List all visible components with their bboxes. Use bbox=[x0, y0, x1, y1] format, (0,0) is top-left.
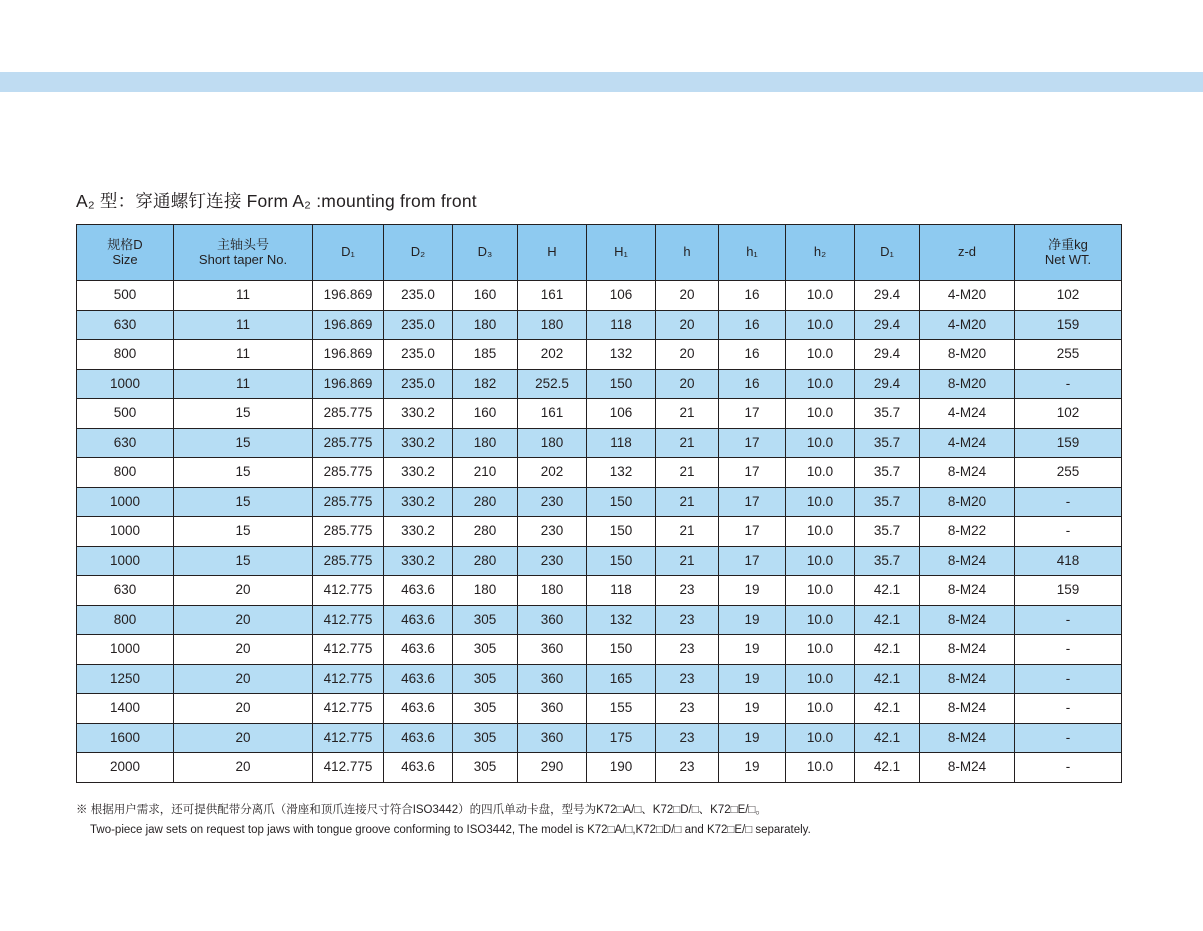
table-cell: 16 bbox=[719, 281, 786, 311]
table-cell: 10.0 bbox=[786, 517, 855, 547]
column-header-d2-line1: D₂ bbox=[410, 244, 426, 260]
table-cell: 29.4 bbox=[855, 281, 920, 311]
table-cell: 360 bbox=[518, 635, 587, 665]
table-row bbox=[77, 281, 1122, 311]
column-header-h-lower bbox=[656, 225, 719, 281]
table-cell: 19 bbox=[719, 723, 786, 753]
table-cell: 630 bbox=[77, 576, 174, 606]
table-cell: 20 bbox=[174, 723, 313, 753]
table-cell: 1600 bbox=[77, 723, 174, 753]
table-cell: 8-M24 bbox=[920, 664, 1015, 694]
column-header-h-lower-line1: h bbox=[683, 244, 691, 260]
table-cell: 412.775 bbox=[313, 723, 384, 753]
table-row bbox=[77, 428, 1122, 458]
table-cell: 360 bbox=[518, 664, 587, 694]
column-header-h-lower-2-line1: h₂ bbox=[813, 244, 827, 260]
table-row bbox=[77, 694, 1122, 724]
table-cell: 10.0 bbox=[786, 310, 855, 340]
table-cell: 35.7 bbox=[855, 399, 920, 429]
table-cell: 23 bbox=[656, 694, 719, 724]
table-cell: 20 bbox=[656, 340, 719, 370]
footnote-chinese: ※ 根据用户需求，还可提供配带分离爪（滑座和顶爪连接尺寸符合ISO3442）的四爪单动卡盘，型号为K72□A/□、K72□D/□、K72□E/□。 bbox=[76, 804, 767, 816]
table-row bbox=[77, 635, 1122, 665]
table-cell: 35.7 bbox=[855, 487, 920, 517]
table-row bbox=[77, 664, 1122, 694]
table-cell: 235.0 bbox=[384, 310, 453, 340]
table-cell: 10.0 bbox=[786, 635, 855, 665]
table-cell: 235.0 bbox=[384, 340, 453, 370]
table-cell: 132 bbox=[587, 605, 656, 635]
table-body bbox=[77, 281, 1122, 783]
table-cell: - bbox=[1015, 635, 1122, 665]
table-cell: 202 bbox=[518, 458, 587, 488]
table-cell: 161 bbox=[518, 281, 587, 311]
table-cell: 330.2 bbox=[384, 399, 453, 429]
table-cell: 8-M24 bbox=[920, 635, 1015, 665]
table-cell: 235.0 bbox=[384, 369, 453, 399]
table-cell: 180 bbox=[453, 310, 518, 340]
table-cell: 150 bbox=[587, 517, 656, 547]
table-cell: - bbox=[1015, 694, 1122, 724]
table-cell: 23 bbox=[656, 664, 719, 694]
table-cell: 360 bbox=[518, 694, 587, 724]
table-cell: - bbox=[1015, 723, 1122, 753]
table-cell: 20 bbox=[656, 369, 719, 399]
table-cell: 42.1 bbox=[855, 605, 920, 635]
table-cell: 35.7 bbox=[855, 458, 920, 488]
table-cell: 19 bbox=[719, 753, 786, 783]
table-cell: 15 bbox=[174, 458, 313, 488]
table-cell: 15 bbox=[174, 517, 313, 547]
table-cell: 8-M20 bbox=[920, 340, 1015, 370]
table-cell: 180 bbox=[518, 310, 587, 340]
table-cell: 165 bbox=[587, 664, 656, 694]
table-row bbox=[77, 546, 1122, 576]
table-row bbox=[77, 340, 1122, 370]
table-cell: 11 bbox=[174, 310, 313, 340]
table-cell: 255 bbox=[1015, 340, 1122, 370]
table-cell: 10.0 bbox=[786, 369, 855, 399]
table-cell: 418 bbox=[1015, 546, 1122, 576]
table-cell: 4-M24 bbox=[920, 428, 1015, 458]
footnote-english: Two-piece jaw sets on request top jaws with tongue groove conforming to ISO3442, The model is K72□A/□,K72□D/□ and K72□E/□ separately. bbox=[90, 824, 811, 837]
table-cell: 8-M24 bbox=[920, 723, 1015, 753]
table-cell: 160 bbox=[453, 399, 518, 429]
table-cell: 155 bbox=[587, 694, 656, 724]
table-cell: 330.2 bbox=[384, 428, 453, 458]
table-cell: 463.6 bbox=[384, 576, 453, 606]
column-header-net-weight-line1: 净重kg bbox=[1048, 236, 1088, 252]
table-cell: 21 bbox=[656, 546, 719, 576]
table-cell: 16 bbox=[719, 340, 786, 370]
table-cell: 10.0 bbox=[786, 576, 855, 606]
table-cell: 35.7 bbox=[855, 428, 920, 458]
table-cell: 800 bbox=[77, 340, 174, 370]
table-cell: 29.4 bbox=[855, 310, 920, 340]
table-cell: 360 bbox=[518, 605, 587, 635]
table-cell: 4-M24 bbox=[920, 399, 1015, 429]
table-cell: 463.6 bbox=[384, 723, 453, 753]
table-cell: 29.4 bbox=[855, 369, 920, 399]
table-cell: 285.775 bbox=[313, 399, 384, 429]
column-header-d2 bbox=[384, 225, 453, 281]
table-cell: 159 bbox=[1015, 428, 1122, 458]
column-header-z-d-line1: z-d bbox=[957, 244, 977, 260]
table-cell: 202 bbox=[518, 340, 587, 370]
table-cell: 20 bbox=[174, 635, 313, 665]
column-header-d3-line1: D₃ bbox=[477, 244, 493, 260]
column-header-d1-bolt-line1: D₁ bbox=[880, 244, 894, 260]
table-cell: - bbox=[1015, 753, 1122, 783]
table-cell: 20 bbox=[174, 664, 313, 694]
table-cell: 190 bbox=[587, 753, 656, 783]
table-cell: 412.775 bbox=[313, 576, 384, 606]
table-cell: 230 bbox=[518, 546, 587, 576]
table-row bbox=[77, 753, 1122, 783]
column-header-h1-line1: H₁ bbox=[614, 244, 628, 260]
table-cell: 252.5 bbox=[518, 369, 587, 399]
table-cell: 290 bbox=[518, 753, 587, 783]
table-cell: 305 bbox=[453, 605, 518, 635]
table-cell: 180 bbox=[453, 576, 518, 606]
table-cell: 412.775 bbox=[313, 605, 384, 635]
table-cell: 19 bbox=[719, 576, 786, 606]
table-cell: 800 bbox=[77, 458, 174, 488]
table-cell: 280 bbox=[453, 517, 518, 547]
table-cell: 21 bbox=[656, 458, 719, 488]
table-cell: 8-M24 bbox=[920, 458, 1015, 488]
table-cell: 42.1 bbox=[855, 664, 920, 694]
table-cell: - bbox=[1015, 487, 1122, 517]
table-cell: 10.0 bbox=[786, 723, 855, 753]
column-header-size-line2: Size bbox=[112, 251, 138, 267]
column-header-d1-line1: D₁ bbox=[341, 244, 355, 260]
table-cell: - bbox=[1015, 369, 1122, 399]
table-cell: 463.6 bbox=[384, 635, 453, 665]
table-row bbox=[77, 487, 1122, 517]
table-row bbox=[77, 369, 1122, 399]
table-cell: 106 bbox=[587, 399, 656, 429]
table-cell: 20 bbox=[656, 281, 719, 311]
table-cell: 8-M24 bbox=[920, 753, 1015, 783]
table-cell: 17 bbox=[719, 428, 786, 458]
column-header-short-taper-no-line2: Short taper No. bbox=[198, 251, 288, 267]
table-cell: 21 bbox=[656, 399, 719, 429]
table-cell: 285.775 bbox=[313, 487, 384, 517]
table-cell: 1000 bbox=[77, 487, 174, 517]
table-cell: 11 bbox=[174, 340, 313, 370]
table-cell: 10.0 bbox=[786, 694, 855, 724]
table-cell: 10.0 bbox=[786, 664, 855, 694]
table-cell: 21 bbox=[656, 487, 719, 517]
table-cell: 19 bbox=[719, 635, 786, 665]
table-cell: - bbox=[1015, 517, 1122, 547]
table-row bbox=[77, 517, 1122, 547]
column-header-size bbox=[77, 225, 174, 281]
table-cell: 23 bbox=[656, 753, 719, 783]
table-cell: 1000 bbox=[77, 369, 174, 399]
table-header bbox=[77, 225, 1122, 281]
column-header-net-weight bbox=[1015, 225, 1122, 281]
table-cell: 10.0 bbox=[786, 546, 855, 576]
table-cell: 42.1 bbox=[855, 635, 920, 665]
table-cell: 106 bbox=[587, 281, 656, 311]
table-cell: 132 bbox=[587, 340, 656, 370]
table-row bbox=[77, 723, 1122, 753]
table-cell: 8-M20 bbox=[920, 487, 1015, 517]
table-cell: 182 bbox=[453, 369, 518, 399]
table-cell: 19 bbox=[719, 664, 786, 694]
table-cell: 330.2 bbox=[384, 458, 453, 488]
table-cell: 10.0 bbox=[786, 605, 855, 635]
column-header-short-taper-no bbox=[174, 225, 313, 281]
column-header-z-d bbox=[920, 225, 1015, 281]
table-cell: 285.775 bbox=[313, 517, 384, 547]
table-cell: 17 bbox=[719, 517, 786, 547]
table-cell: 10.0 bbox=[786, 340, 855, 370]
table-cell: 463.6 bbox=[384, 664, 453, 694]
table-cell: 150 bbox=[587, 369, 656, 399]
table-cell: 412.775 bbox=[313, 753, 384, 783]
table-row bbox=[77, 576, 1122, 606]
table-cell: 630 bbox=[77, 428, 174, 458]
table-cell: 285.775 bbox=[313, 428, 384, 458]
table-row bbox=[77, 605, 1122, 635]
table-cell: 630 bbox=[77, 310, 174, 340]
table-cell: 16 bbox=[719, 310, 786, 340]
table-cell: 23 bbox=[656, 723, 719, 753]
table-cell: 42.1 bbox=[855, 753, 920, 783]
column-header-net-weight-line2: Net WT. bbox=[1044, 251, 1092, 267]
table-cell: 21 bbox=[656, 517, 719, 547]
table-cell: 412.775 bbox=[313, 635, 384, 665]
table-cell: 15 bbox=[174, 399, 313, 429]
table-cell: 118 bbox=[587, 428, 656, 458]
table-cell: 11 bbox=[174, 281, 313, 311]
table-cell: 23 bbox=[656, 635, 719, 665]
column-header-short-taper-no-line1: 主轴头号 bbox=[216, 236, 269, 252]
table-cell: 463.6 bbox=[384, 753, 453, 783]
table-cell: 235.0 bbox=[384, 281, 453, 311]
specification-table bbox=[76, 224, 1122, 783]
footnotes bbox=[76, 800, 1096, 840]
table-cell: 10.0 bbox=[786, 458, 855, 488]
table-cell: 8-M24 bbox=[920, 546, 1015, 576]
table-cell: 330.2 bbox=[384, 546, 453, 576]
table-cell: 10.0 bbox=[786, 487, 855, 517]
table-cell: 102 bbox=[1015, 281, 1122, 311]
table-cell: 132 bbox=[587, 458, 656, 488]
table-cell: 500 bbox=[77, 281, 174, 311]
column-header-size-line1: 规格D bbox=[107, 236, 143, 252]
table-cell: 185 bbox=[453, 340, 518, 370]
table-cell: 15 bbox=[174, 487, 313, 517]
table-cell: 4-M20 bbox=[920, 281, 1015, 311]
table-cell: 8-M24 bbox=[920, 694, 1015, 724]
table-row bbox=[77, 399, 1122, 429]
table-cell: 21 bbox=[656, 428, 719, 458]
table-cell: 255 bbox=[1015, 458, 1122, 488]
table-cell: 330.2 bbox=[384, 517, 453, 547]
table-cell: 15 bbox=[174, 428, 313, 458]
table-cell: 19 bbox=[719, 694, 786, 724]
table-cell: 196.869 bbox=[313, 281, 384, 311]
column-header-h-line1: H bbox=[547, 244, 557, 260]
table-cell: 305 bbox=[453, 753, 518, 783]
table-cell: 20 bbox=[174, 694, 313, 724]
table-cell: 23 bbox=[656, 605, 719, 635]
table-cell: 2000 bbox=[77, 753, 174, 783]
table-cell: 8-M24 bbox=[920, 576, 1015, 606]
table-cell: 305 bbox=[453, 664, 518, 694]
table-cell: 230 bbox=[518, 517, 587, 547]
table-cell: 159 bbox=[1015, 310, 1122, 340]
table-cell: 11 bbox=[174, 369, 313, 399]
table-cell: 118 bbox=[587, 310, 656, 340]
table-header-row bbox=[77, 225, 1122, 281]
table-row bbox=[77, 458, 1122, 488]
table-cell: 196.869 bbox=[313, 310, 384, 340]
table-cell: 1400 bbox=[77, 694, 174, 724]
table-cell: 280 bbox=[453, 487, 518, 517]
column-header-h-lower-1 bbox=[719, 225, 786, 281]
table-cell: 10.0 bbox=[786, 399, 855, 429]
table-cell: 330.2 bbox=[384, 487, 453, 517]
column-header-h bbox=[518, 225, 587, 281]
table-cell: 35.7 bbox=[855, 546, 920, 576]
table-cell: 230 bbox=[518, 487, 587, 517]
table-row bbox=[77, 310, 1122, 340]
column-header-d1 bbox=[313, 225, 384, 281]
table-cell: 285.775 bbox=[313, 546, 384, 576]
table-cell: 20 bbox=[174, 753, 313, 783]
column-header-h1 bbox=[587, 225, 656, 281]
table-cell: 210 bbox=[453, 458, 518, 488]
table-cell: 1000 bbox=[77, 546, 174, 576]
table-cell: 285.775 bbox=[313, 458, 384, 488]
table-cell: 305 bbox=[453, 635, 518, 665]
table-cell: 196.869 bbox=[313, 369, 384, 399]
table-cell: 1000 bbox=[77, 517, 174, 547]
table-cell: 160 bbox=[453, 281, 518, 311]
table-cell: 35.7 bbox=[855, 517, 920, 547]
table-cell: 8-M24 bbox=[920, 605, 1015, 635]
table-cell: 8-M20 bbox=[920, 369, 1015, 399]
table-cell: 42.1 bbox=[855, 723, 920, 753]
header-band bbox=[0, 72, 1203, 92]
table-cell: 15 bbox=[174, 546, 313, 576]
section-title: A₂ 型：穿通螺钉连接 Form A₂ :mounting from front bbox=[76, 191, 477, 211]
column-header-h-lower-2 bbox=[786, 225, 855, 281]
table-cell: 463.6 bbox=[384, 694, 453, 724]
table-cell: 42.1 bbox=[855, 694, 920, 724]
table-cell: 17 bbox=[719, 399, 786, 429]
table-cell: 8-M22 bbox=[920, 517, 1015, 547]
table-cell: 17 bbox=[719, 487, 786, 517]
table-cell: 360 bbox=[518, 723, 587, 753]
table-cell: 4-M20 bbox=[920, 310, 1015, 340]
table-cell: 175 bbox=[587, 723, 656, 753]
table-cell: 412.775 bbox=[313, 694, 384, 724]
table-cell: 305 bbox=[453, 694, 518, 724]
table-cell: 20 bbox=[174, 576, 313, 606]
table-cell: 17 bbox=[719, 458, 786, 488]
table-cell: 150 bbox=[587, 635, 656, 665]
table-cell: 500 bbox=[77, 399, 174, 429]
table-cell: 1000 bbox=[77, 635, 174, 665]
column-header-d1-bolt bbox=[855, 225, 920, 281]
table-cell: 20 bbox=[656, 310, 719, 340]
table-cell: 29.4 bbox=[855, 340, 920, 370]
table-cell: 150 bbox=[587, 487, 656, 517]
table-cell: 161 bbox=[518, 399, 587, 429]
table-cell: 280 bbox=[453, 546, 518, 576]
table-cell: 20 bbox=[174, 605, 313, 635]
table-cell: 118 bbox=[587, 576, 656, 606]
table-cell: 800 bbox=[77, 605, 174, 635]
table-cell: 42.1 bbox=[855, 576, 920, 606]
table-cell: 180 bbox=[518, 428, 587, 458]
table-cell: 180 bbox=[453, 428, 518, 458]
table-cell: 10.0 bbox=[786, 753, 855, 783]
column-header-d3 bbox=[453, 225, 518, 281]
table-cell: 159 bbox=[1015, 576, 1122, 606]
table-cell: - bbox=[1015, 605, 1122, 635]
table-cell: 10.0 bbox=[786, 281, 855, 311]
table-cell: 463.6 bbox=[384, 605, 453, 635]
table-cell: 10.0 bbox=[786, 428, 855, 458]
table-cell: 17 bbox=[719, 546, 786, 576]
table-cell: 412.775 bbox=[313, 664, 384, 694]
table-cell: 305 bbox=[453, 723, 518, 753]
table-cell: - bbox=[1015, 664, 1122, 694]
table-cell: 23 bbox=[656, 576, 719, 606]
table-cell: 102 bbox=[1015, 399, 1122, 429]
table-cell: 180 bbox=[518, 576, 587, 606]
column-header-h-lower-1-line1: h₁ bbox=[746, 244, 758, 260]
table-cell: 16 bbox=[719, 369, 786, 399]
table-cell: 19 bbox=[719, 605, 786, 635]
table-cell: 1250 bbox=[77, 664, 174, 694]
table-cell: 150 bbox=[587, 546, 656, 576]
table-cell: 196.869 bbox=[313, 340, 384, 370]
